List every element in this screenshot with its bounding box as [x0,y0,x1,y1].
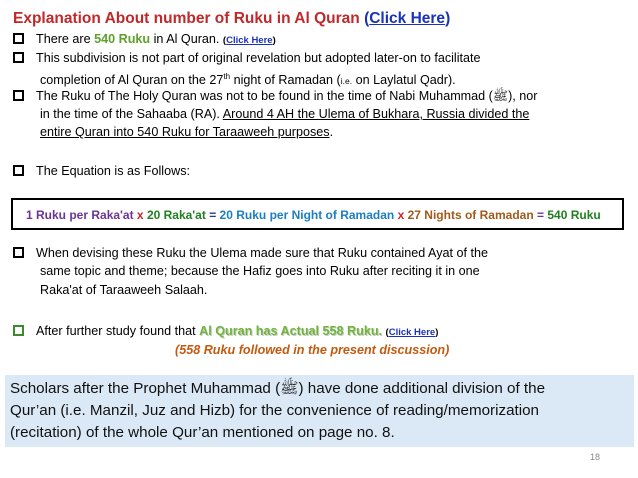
bullet6-pre: After further study found that [36,324,196,338]
scholars-note-box [5,375,634,447]
bullet4-text: The Equation is as Follows: [36,164,190,178]
bullet-ruku-history [13,88,538,106]
bullet5-line1: When devising these Ruku the Ulema made sure that Ruku contained Ayat of the [36,246,489,260]
title-text: Explanation About number of Ruku in Al Quran [13,10,360,27]
bullet2-ie: i.e. [340,76,353,87]
title-paren-open: ( [364,10,370,27]
bullet2-line1: This subdivision is not part of original revelation but adopted later-on to facilitate [36,51,481,65]
present-discussion-note: (558 Ruku followed in the present discussion) [175,343,450,357]
bullet3-line2-pre: in the time of the Sahaaba (RA). [40,107,220,121]
page-number: 18 [590,452,601,462]
bullet2-sup: th [223,72,231,81]
bullet3-line2-underlined: Around 4 AH the Ulema of Bukhara, Russia divided the [222,107,530,121]
note-line1: Scholars after the Prophet Muhammad (ﷺ) have done additional division of the [10,380,546,397]
equation-box [11,198,624,230]
bullet3-line2 [40,106,529,124]
equation-ruku-per-night: 20 Ruku per Night of Ramadan [219,208,395,222]
bullet6-link-open: ( [385,327,389,338]
bullet3-line3-post: . [329,125,334,139]
note-line2: Qur’an (i.e. Manzil, Juz and Hizb) for the convenience of reading/memorization [10,402,540,419]
bullet-558-ruku [13,323,438,342]
equation-times-1: x [136,208,144,222]
bullet1-link-close: ) [272,35,276,46]
bullet1-link-open: ( [222,35,227,46]
equation-540-ruku: 540 Ruku [547,208,601,222]
bullet-equation-intro [13,163,190,181]
bullet2-line2-mid: night of Ramadan ( [233,73,341,88]
checkbox-bullet-icon [13,52,24,63]
equation-ruku-per-rakaat: 1 Ruku per Raka'at [26,208,134,222]
checkbox-bullet-icon [13,90,24,101]
bullet5-line3: Raka'at of Taraaweeh Salaah. [40,283,208,297]
bullet-ulema-devising [13,245,488,263]
checkbox-bullet-icon [13,165,24,176]
checkbox-bullet-icon [13,247,24,258]
note-line3: (recitation) of the whole Qur’an mentioned on page no. 8. [10,424,395,441]
bullet5-line2: same topic and theme; because the Hafiz goes into Ruku after reciting it in one [40,264,480,278]
bullet3-line1: The Ruku of The Holy Quran was not to be found in the time of Nabi Muhammad (ﷺ), nor [36,89,538,103]
bullet6-click-here-link[interactable]: Click Here [388,327,436,338]
equation-equals-2: = [537,208,545,222]
bullet-subdivision [13,50,481,68]
bullet1-click-here-link[interactable]: Click Here [226,35,273,46]
bullet2-line2-pre: completion of Al Quran on the 27 [40,73,224,88]
checkbox-bullet-icon [13,325,24,336]
bullet1-post: in Al Quran. [153,32,220,46]
bullet1-highlight: 540 Ruku [94,32,151,46]
bullet2-line2-post: on Laylatul Qadr). [355,73,456,88]
equation-20-rakaat: 20 Raka'at [146,208,206,222]
bullet1-pre: There are [36,32,91,46]
bullet3-line3 [40,124,333,142]
bullet6-highlight: Al Quran has Actual 558 Ruku. [199,324,383,338]
bullet6-link-close: ) [435,327,439,338]
title-paren-close: ) [445,10,451,27]
checkbox-bullet-icon [13,33,24,44]
equation-27-nights: 27 Nights of Ramadan [407,208,534,222]
title-click-here-link[interactable]: Click Here [369,10,446,27]
slide-title [13,10,450,28]
bullet-540-ruku [13,31,276,50]
bullet3-line3-underlined: entire Quran into 540 Ruku for Taraaweeh purposes [40,125,330,139]
equation-equals-1: = [209,208,217,222]
equation-times-2: x [397,208,405,222]
